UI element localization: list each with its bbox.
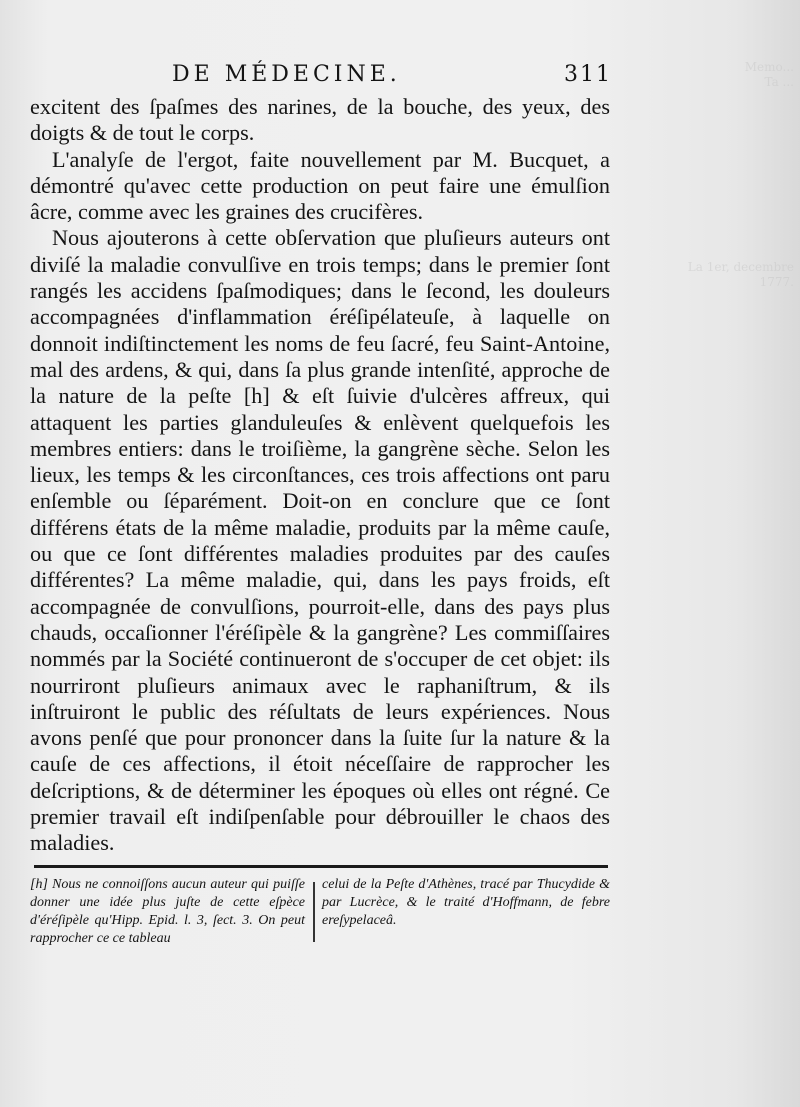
bleed-line: La 1er, decembre [687,260,794,274]
footnote-divider [313,882,315,942]
bleed-through-text [644,60,800,290]
bleed-line: Ta ... [764,75,794,89]
paragraph: excitent des ſpaſmes des narines, de la bouche, des yeux, des doigts & de tout le corps. [30,94,610,146]
paragraph: L'analyſe de l'ergot, faite nouvellement par M. Bucquet, a démontré qu'avec cette production on peut faire une émulſion âcre, comme avec les graines des crucifères. [30,146,610,225]
bleed-line: 1777. [759,275,794,289]
paragraph: Nous ajouterons à cette obſervation que pluſieurs auteurs ont diviſé la maladie convulſive en trois temps; dans le premier ſont rangés les accidens ſpaſmodiques; dans le ſecond, les douleurs accompagnées d'inflammation éréſipélateuſe, à laquelle on donnoit indiſtinctement les noms de feu ſacré, feu Saint-Antoine, mal des ardens, & qui, dans ſa plus grande intenſité, approche de la nature de la peſte [h] & eſt ſuivie d'ulcères affreux, qui attaquent les parties glanduleuſes & enlèvent quelquefois les membres entiers: dans le troiſième, la gangrène sèche. Selon les lieux, les temps & les circonſtances, ces trois affections ont paru enſemble ou ſéparément. Doit-on en conclure que ce ſont différens états de la même maladie, produits par la même cauſe, ou que ce ſont différentes maladies produites par des cauſes différentes? La même maladie, qui, dans les pays froids, eſt accompagnée de convulſions, pourroit-elle, dans des pays plus chauds, occaſionner l'éréſipèle & la gangrène? Les commiſſaires nommés par la Société continueront de s'occuper de cet objet: ils nourriront pluſieurs animaux avec le raphaniſtrum, & ils inſtruiront le public des réſultats de leurs expériences. Nous avons penſé que pour prononcer dans la ſuite ſur la nature & la cauſe de ces affections, il étoit néceſſaire de rapprocher les deſcriptions, & de déterminer les époques où elles ont régné. Ce premier travail eſt indiſpenſable pour débrouiller le chaos des maladies. [30,225,610,856]
bleed-line: Memo... [744,60,794,74]
running-header [172,62,612,90]
main-text [30,94,610,857]
page-number: 311 [564,62,612,87]
footnote-right: celui de la Peſte d'Athènes, tracé par Thucydide & par Lucrèce, & le traité d'Hoffmann, de febre ereſypelaceâ. [322,877,610,928]
footnote-left: [h] Nous ne connoiſſons aucun auteur qui puiſſe donner une idée plus juſte de cette eſpèce d'éréſipèle qu'Hipp. Epid. l. 3, ſect. 3. On peut rapprocher ce ce tableau [30,877,305,946]
running-title: DE MÉDECINE. [172,62,401,87]
footnote-rule [34,865,608,868]
